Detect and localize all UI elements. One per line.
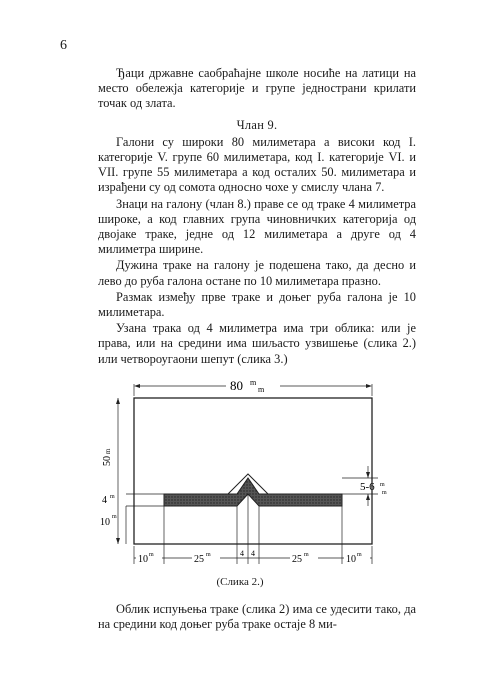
galoon-outline — [134, 398, 372, 544]
svg-text:m: m — [206, 552, 211, 558]
svg-text:m: m — [110, 494, 115, 500]
svg-text:m: m — [382, 490, 387, 496]
dim-right-5-6: 5-6 — [360, 481, 375, 493]
svg-text:m: m — [250, 378, 257, 387]
figure-caption: (Слика 2.) — [216, 576, 264, 588]
diagram-svg — [96, 370, 396, 580]
svg-text:m: m — [104, 448, 112, 454]
paragraph: Знаци на галону (члан 8.) праве се од траке 4 милиметра широке, а код главних група чиновничких категорија од двојаке траке, једне од 12 милиметара а друге од 4 милиметра ширине. — [98, 196, 416, 257]
paragraph: Узана трака од 4 милиметра има три облика: или је права, или на средини има шиљасто узвишење (слика 2.) или четвороугаони шепут (слика 3.) — [98, 321, 416, 366]
dim-left-50: 50 — [102, 456, 113, 466]
dim-b1: 10 — [138, 554, 148, 565]
paragraph-bottom: Облик испуњења траке (слика 2) има се удесити тако, да на средини код доњег руба траке остаје 8 ми- — [98, 602, 416, 632]
dim-b6: 10 — [346, 554, 356, 565]
paragraph: Дужина траке на галону је подешена тако, да десно и лево до руба галона остане по 10 милиметара празно. — [98, 258, 416, 288]
dim-b4: 4 — [251, 549, 255, 558]
dim-b2: 25 — [194, 554, 204, 565]
paragraph: Размак између прве траке и доњег руба галона је 10 милиметара. — [98, 289, 416, 320]
stripe-band — [164, 478, 342, 506]
article-heading: Члан 9. — [236, 117, 278, 132]
body-text — [98, 66, 416, 367]
dim-b3: 4 — [240, 549, 244, 558]
svg-text:m: m — [357, 552, 362, 558]
svg-text:m: m — [380, 482, 385, 488]
paragraph: Ђаци државне саобраћајне школе носиће на латици на место обележја категорије и групе једнострани крилати точак од злата. — [98, 66, 416, 111]
svg-text:m: m — [304, 552, 309, 558]
dim-top-value: 80 — [230, 378, 243, 393]
paragraph: Галони су широки 80 милиметара а високи код I. категорије V. групе 60 милиметара, код I. категорије VI. и VII. групе 55 милиметара а код осталих 50. милиметара и израђени су од сомота односно чохе у смислу члана 7. — [98, 134, 416, 195]
svg-text:m: m — [149, 552, 154, 558]
svg-text:m: m — [258, 385, 265, 394]
page-number: 6 — [60, 38, 67, 53]
galoon-diagram — [96, 370, 396, 580]
dim-b5: 25 — [292, 554, 302, 565]
svg-text:m: m — [112, 514, 117, 520]
dim-left-10: 10 — [100, 517, 110, 528]
dim-left-4: 4 — [102, 495, 107, 506]
